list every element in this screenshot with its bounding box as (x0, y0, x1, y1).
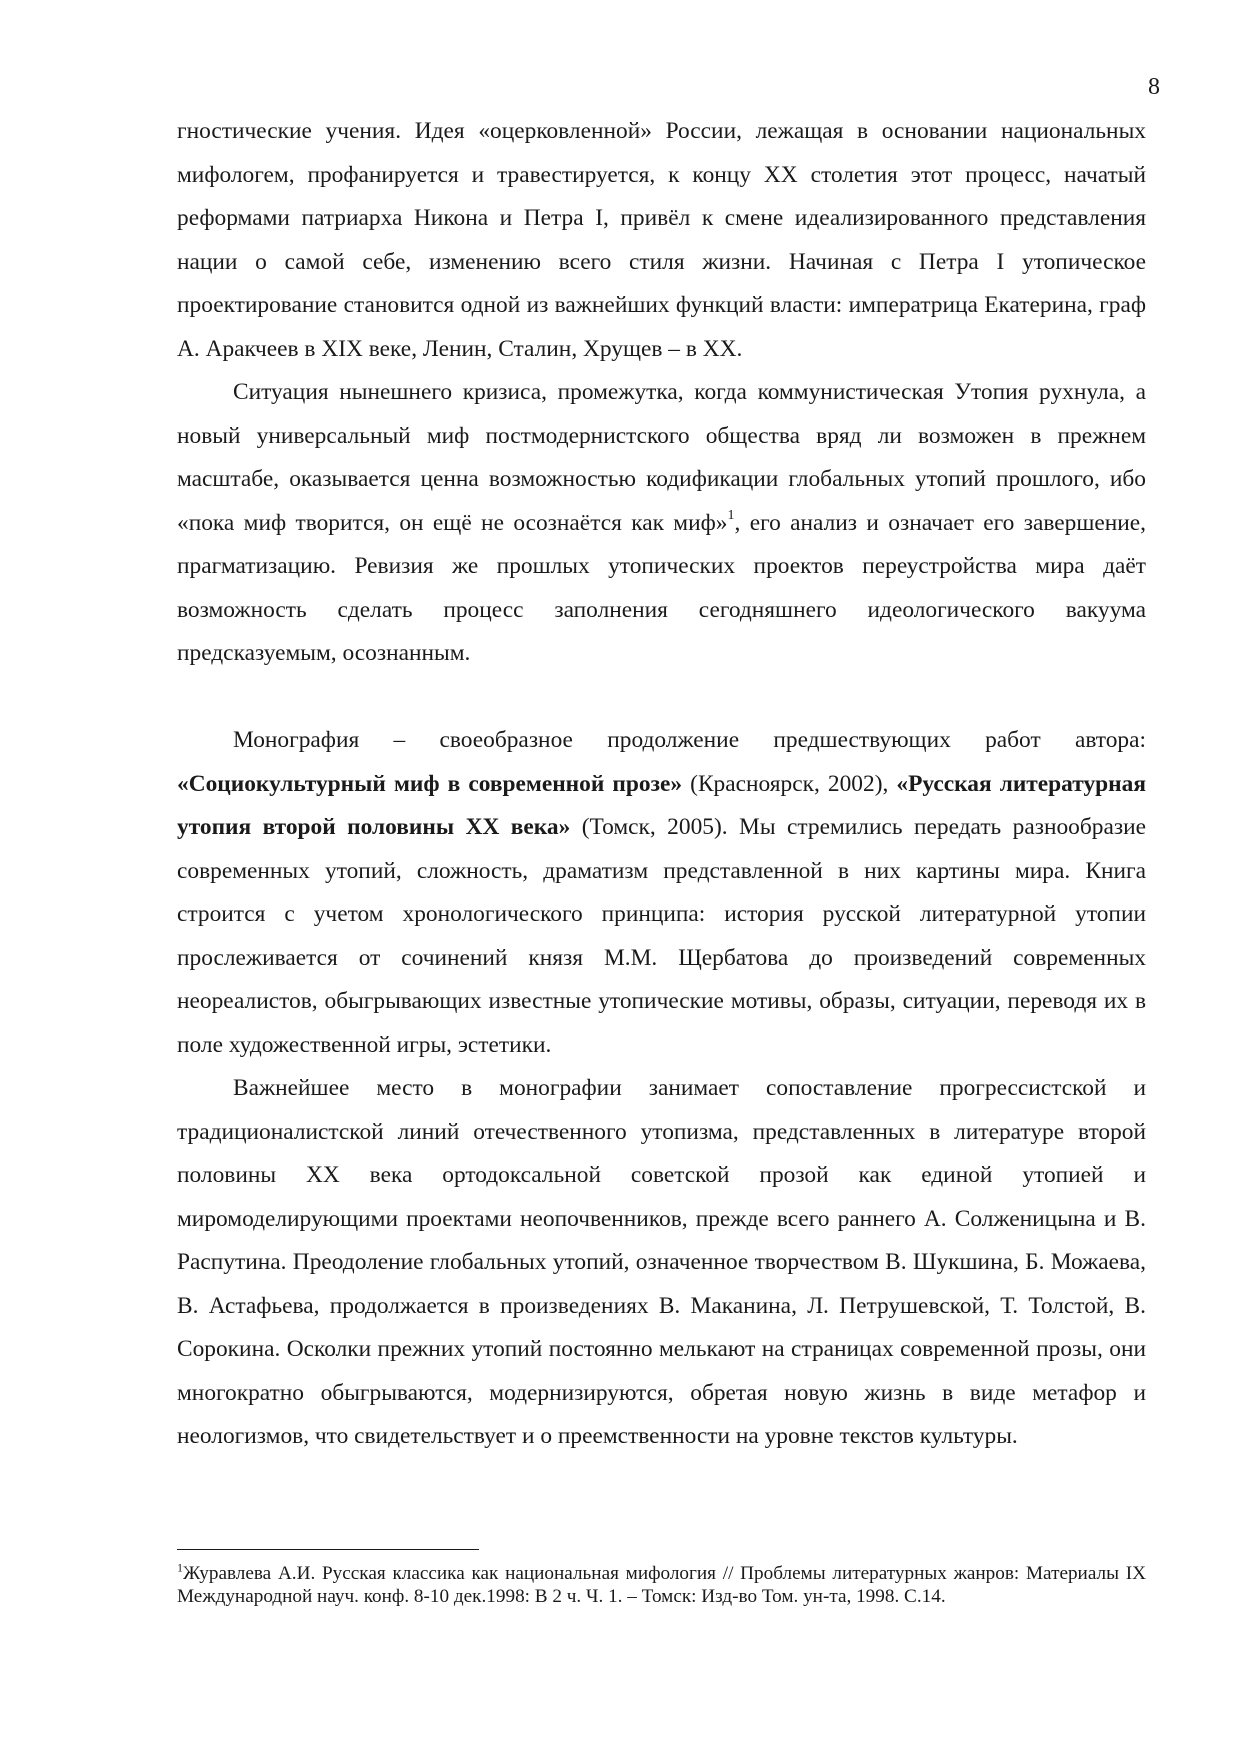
paragraph-crisis-text: Ситуация нынешнего кризиса, промежутка, когда коммунистическая Утопия рухнула, а новый универсальный миф постмодернистского общества вряд ли возможен в прежнем масштабе, оказывается ценна возможностью кодификации глобальных утопий прошлого, ибо «пока миф творится, он ещё не осознаётся как миф» (177, 379, 1146, 536)
footnote-text: Журавлева А.И. Русская классика как национальная мифология // Проблемы литературных жанров: Материалы IX Международной науч. конф. 8-10 дек.1998: В 2 ч. Ч. 1. – Томск: Изд-во Том. ун-та, 1998. С.14. (177, 1563, 1146, 1607)
paragraph-monograph-mid: (Красноярск, 2002), (682, 770, 897, 797)
paragraph-continued: гностические учения. Идея «оцерковленной» России, лежащая в основании национальных мифологем, профанируется и травестируется, к концу ХХ столетия этот процесс, начатый реформами патриарха Никона и Петра I, привёл к смене идеализированного представления нации о самой себе, изменению всего стиля жизни. Начиная с Петра I утопическое проектирование становится одной из важнейших функций власти: императрица Екатерина, граф А. Аракчеев в XIX веке, Ленин, Сталин, Хрущев – в ХХ. (177, 118, 1146, 362)
footnote-reference[interactable]: 1 (727, 507, 735, 523)
page-number: 8 (1148, 74, 1160, 100)
book-title-sociocultural-myth: «Социокультурный миф в современной прозе» (177, 770, 683, 797)
footnote (177, 1560, 1146, 1608)
paragraph-crisis (177, 371, 1146, 676)
paragraph-monograph-intro: Монография – своеобразное продолжение предшествующих работ автора: (233, 727, 1146, 753)
paragraph-main-place: Важнейшее место в монографии занимает сопоставление прогрессистской и традиционалистской линий отечественного утопизма, представленных в литературе второй половины ХХ века ортодоксальной советской прозой как единой утопией и миромоделирующими проектами неопочвенников, прежде всего раннего А. Солженицына и В. Распутина. Преодоление глобальных утопий, означенное творчеством В. Шукшина, Б. Можаева, В. Астафьева, продолжается в произведениях В. Маканина, Л. Петрушевской, Т. Толстой, В. Сорокина. Осколки прежних утопий постоянно мелькают на страницах современной прозы, они многократно обыгрываются, модернизируются, обретая новую жизнь в виде метафор и неологизмов, что свидетельствует и о преемственности на уровне текстов культуры. (177, 1075, 1146, 1449)
body-text (177, 110, 1146, 1459)
footnote-marker: 1 (177, 1560, 183, 1575)
paragraph-monograph-rest: (Томск, 2005). Мы стремились передать разнообразие современных утопий, сложность, драматизм представленной в них картины мира. Книга строится с учетом хронологического принципа: история русской литературной утопии прослеживается от сочинений князя М.М. Щербатова до произведений современных неореалистов, обыгрывающих известные утопические мотивы, образы, ситуации, переводя их в поле художественной игры, эстетики. (177, 814, 1146, 1058)
paragraph-monograph (177, 719, 1146, 1067)
footnote-separator (177, 1549, 479, 1550)
paragraph-crisis-text-end: , его анализ и означает его завершение, прагматизацию. Ревизия же прошлых утопических проектов переустройства мира даёт возможность сделать процесс заполнения сегодняшнего идеологического вакуума предсказуемым, осознанным. (177, 509, 1146, 666)
book-title-russian-utopia: «Русская литературная утопия второй половины ХХ века» (177, 770, 1146, 840)
